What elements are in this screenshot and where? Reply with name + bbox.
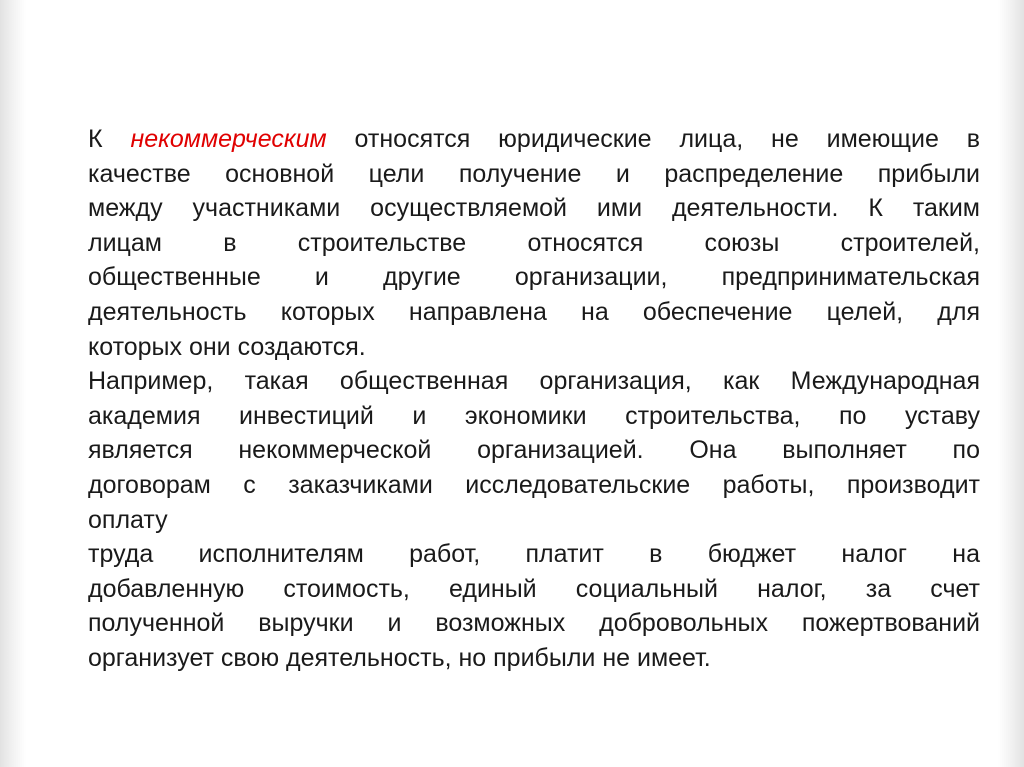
text-segment: К: [88, 125, 131, 153]
text-line: Например, такая общественная организация, как Международная: [88, 367, 980, 396]
text-line: договорам с заказчиками исследовательские работы, производит: [88, 470, 980, 499]
text-line: академия инвестиций и экономики строительства, по уставу: [88, 401, 980, 430]
text-line: является некоммерческой организацией. Она выполняет по: [88, 436, 980, 465]
paragraph-3: [88, 537, 980, 675]
text-segment: относятся юридические лица, не имеющие в: [326, 125, 981, 153]
text-line: качестве основной цели получение и распределение прибыли: [88, 159, 980, 188]
text-line: которых они создаются.: [88, 332, 366, 361]
text-line: оплату: [88, 505, 168, 534]
text-line: полученной выручки и возможных добровольных пожертвований: [88, 609, 980, 638]
text-line: добавленную стоимость, единый социальный налог, за счет: [88, 574, 980, 603]
text-line: организует свою деятельность, но прибыли не имеет.: [88, 643, 711, 672]
text-line: деятельность которых направлена на обеспечение целей, для: [88, 297, 980, 326]
text-line: [88, 122, 980, 157]
text-line: лицам в строительстве относятся союзы строителей,: [88, 228, 980, 257]
slide-right-shadow: [998, 0, 1024, 767]
highlighted-term: некоммерческим: [130, 125, 327, 153]
text-line: между участниками осуществляемой ими деятельности. К таким: [88, 194, 980, 223]
slide-left-shadow: [0, 0, 26, 767]
paragraph-2: [88, 364, 980, 537]
slide-body-text: [88, 122, 980, 676]
text-line: труда исполнителям работ, платит в бюджет налог на: [88, 540, 980, 569]
text-line: общественные и другие организации, предпринимательская: [88, 263, 980, 292]
paragraph-1: [88, 122, 980, 364]
